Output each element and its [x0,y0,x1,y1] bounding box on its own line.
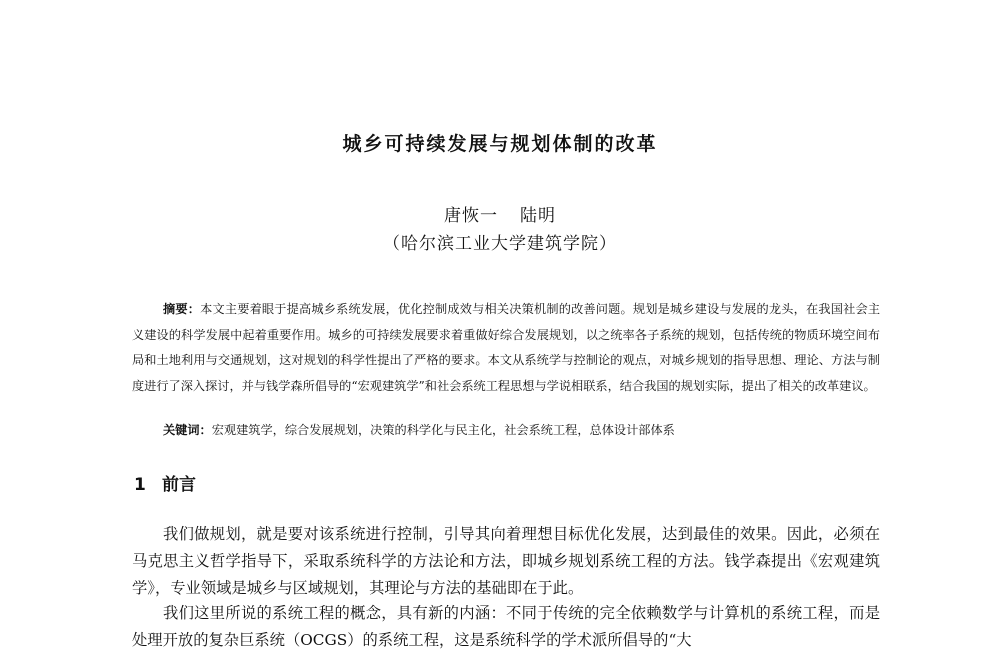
keywords [163,418,883,443]
body-paragraph: 我们这里所说的系统工程的概念，具有新的内涵：不同于传统的完全依赖数学与计算机的系统工程，而是处理开放的复杂巨系统（OCGS）的系统工程，这是系统科学的学术派所倡导的“大 [132,604,880,649]
author-name: 唐恢一 [444,206,498,226]
author-affiliation: （哈尔滨工业大学建筑学院） [383,234,617,254]
paper-title: 城乡可持续发展与规划体制的改革 [342,133,658,155]
author-line [0,201,1000,226]
keywords-text: 宏观建筑学，综合发展规划，决策的科学化与民主化，社会系统工程，总体设计部体系 [211,423,675,437]
section-heading [134,470,196,495]
section-title: 前言 [162,475,196,495]
abstract-text: 本文主要着眼于提高城乡系统发展，优化控制成效与相关决策机制的改善问题。规划是城乡建设与发展的龙头，在我国社会主义建设的科学发展中起着重要作用。城乡的可持续发展要求着重做好综合发展规划，以之统率各子系统的规划，包括传统的物质环境空间布局和土地利用与交通规划，这对规划的科学性提出了严格的要求。本文从系统学与控制论的观点，对城乡规划的指导思想、理论、方法与制度进行了深入探讨，并与钱学森所倡导的“宏观建筑学”和社会系统工程思想与学说相联系，结合我国的规划实际，提出了相关的改革建议。 [132,302,881,393]
keywords-label: 关键词： [163,423,212,437]
abstract [132,297,880,399]
author-name: 陆明 [520,206,556,226]
abstract-label: 摘要： [163,302,201,316]
section-number: 1 [134,475,146,495]
body-paragraph: 我们做规划，就是要对该系统进行控制，引导其向着理想目标优化发展，达到最佳的效果。因此，必须在马克思主义哲学指导下，采取系统科学的方法论和方法，即城乡规划系统工程的方法。钱学森提出《宏观建筑学》，专业领域是城乡与区域规划，其理论与方法的基础即在于此。 [132,525,880,597]
